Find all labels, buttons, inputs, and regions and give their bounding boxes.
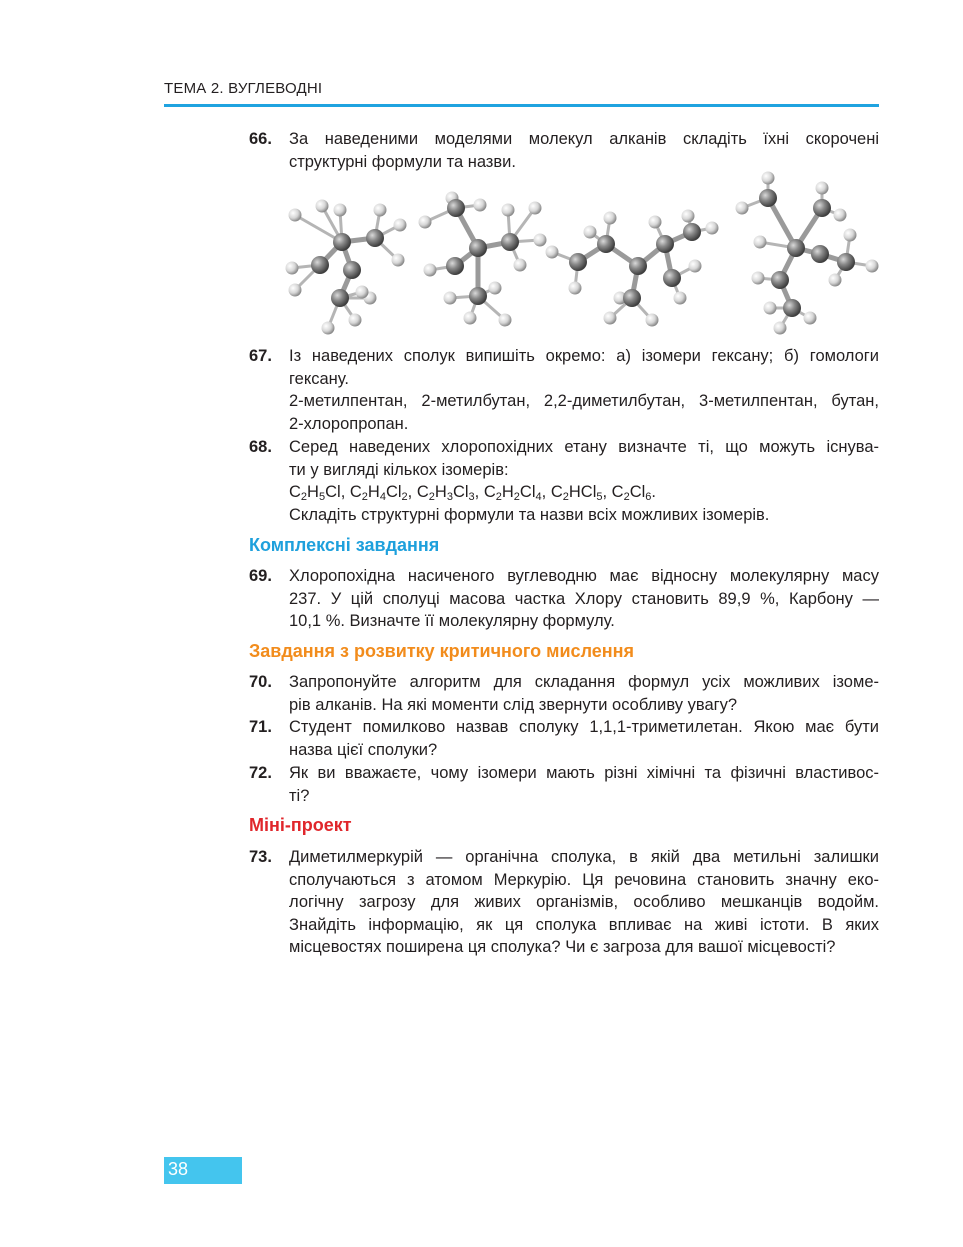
hydrogen-atom (289, 209, 302, 222)
task-text-line: рів алканів. На які моменти слід звернути особливу увагу? (289, 695, 738, 714)
hydrogen-atom (754, 236, 767, 249)
carbon-atom (446, 257, 464, 275)
page-number: 38 (168, 1159, 189, 1179)
carbon-atom (623, 289, 641, 307)
task-69 (249, 565, 879, 633)
hydrogen-atom (374, 204, 387, 217)
hydrogen-atom (502, 204, 515, 217)
task-number: 70. (249, 673, 272, 691)
hydrogen-atom (569, 282, 582, 295)
task-66 (249, 128, 879, 173)
hydrogen-atom (646, 314, 659, 327)
task-73 (249, 846, 879, 959)
carbon-atom (813, 199, 831, 217)
carbon-atom (469, 239, 487, 257)
hydrogen-atom (649, 216, 662, 229)
hydrogen-atom (514, 259, 527, 272)
hydrogen-atom (392, 254, 405, 267)
hydrogen-atom (816, 182, 829, 195)
task-text-line: За наведеними моделями молекул алканів складіть їхні скорочені (289, 130, 879, 148)
formula-list: $C_2H_5Cl$, $C_2H_4Cl_2$, $C_2H_3Cl_3$, $C_2H_2Cl_4$, $C_2HCl_5$, $C_2Cl_6$. (289, 483, 657, 504)
chemical-formula: $C_2HCl_5$ (550, 483, 603, 504)
task-text-line: сполучаються з атомом Меркурію. Ця речовина становить значну еко- (289, 870, 879, 889)
running-header: ТЕМА 2. ВУГЛЕВОДНІ (164, 80, 323, 97)
task-text-line: Із наведених сполук випишіть окремо: а) ізомери гексану; б) гомологи (289, 347, 879, 365)
carbon-atom (311, 256, 329, 274)
task-number: 68. (249, 438, 272, 456)
hydrogen-atom (689, 260, 702, 273)
task-text-line: місцевостях поширена ця сполука? Чи є загроза для вашої місцевості? (289, 938, 836, 957)
ball-and-stick-models-image (280, 170, 890, 340)
hydrogen-atom (529, 202, 542, 215)
hydrogen-atom (674, 292, 687, 305)
hydrogen-atom (764, 302, 777, 315)
chemical-formula: $C_2H_5Cl$ (289, 483, 341, 504)
hydrogen-atom (464, 312, 477, 325)
hydrogen-atom (334, 204, 347, 217)
hydrogen-atom (752, 272, 765, 285)
hydrogen-atom (444, 292, 457, 305)
task-number: 67. (249, 347, 272, 365)
carbon-atom (469, 287, 487, 305)
carbon-atom (787, 239, 805, 257)
carbon-atom (366, 229, 384, 247)
carbon-atom (759, 189, 777, 207)
task-number: 73. (249, 848, 272, 866)
task-text-line: 2-метилпентан, 2-метилбутан, 2,2-диметилбутан, 3-метилпентан, бутан, (289, 392, 879, 411)
hydrogen-atom (866, 260, 879, 273)
hydrogen-atom (682, 210, 695, 223)
hydrogen-atom (349, 314, 362, 327)
task-text-line: ті? (289, 786, 310, 805)
hydrogen-atom (604, 312, 617, 325)
hydrogen-atom (829, 274, 842, 287)
task-text-line: Як ви вважаєте, чому ізомери мають різні хімічні та фізичні властивос- (289, 764, 879, 782)
hydrogen-atom (489, 282, 502, 295)
header-rule (164, 104, 879, 107)
task-text-line: Студент помилково назвав сполуку 1,1,1-триметилетан. Якою має бути (289, 718, 879, 736)
carbon-atom (333, 233, 351, 251)
task-text-line: структурні формули та назви. (289, 152, 516, 171)
carbon-atom (837, 253, 855, 271)
task-71 (249, 716, 879, 761)
carbon-atom (569, 253, 587, 271)
section-heading-complex: Комплексні завдання (249, 535, 440, 555)
task-text-line: гексану. (289, 369, 349, 388)
molecule-models-figure (280, 170, 890, 340)
task-number: 69. (249, 567, 272, 585)
carbon-atom (597, 235, 615, 253)
task-number: 72. (249, 764, 272, 782)
hydrogen-atom (534, 234, 547, 247)
carbon-atom (683, 223, 701, 241)
hydrogen-atom (604, 212, 617, 225)
hydrogen-atom (736, 202, 749, 215)
task-text-line: Диметилмеркурій — органічна сполука, в якій два метильні залишки (289, 848, 879, 866)
task-text-line: Серед наведених хлоропохідних етану визначте ті, що можуть існува- (289, 438, 879, 456)
task-text-line: Запропонуйте алгоритм для складання формул усіх можливих ізоме- (289, 673, 879, 691)
carbon-atom (629, 257, 647, 275)
task-text-line: ти у вигляді кількох ізомерів: (289, 460, 509, 479)
hydrogen-atom (394, 219, 407, 232)
hydrogen-atom (419, 216, 432, 229)
task-text-line: Складіть структурні формули та назви всіх можливих ізомерів. (289, 505, 770, 524)
carbon-atom (771, 271, 789, 289)
carbon-atom (447, 199, 465, 217)
carbon-atom (663, 269, 681, 287)
section-heading-critical: Завдання з розвитку критичного мислення (249, 641, 635, 661)
task-text-line: назва цієї сполуки? (289, 740, 438, 759)
chemical-formula: $C_2H_4Cl_2$ (349, 483, 408, 504)
hydrogen-atom (499, 314, 512, 327)
hydrogen-atom (584, 226, 597, 239)
task-67 (249, 345, 879, 435)
hydrogen-atom (774, 322, 787, 335)
task-text-line: Знайдіть інформацію, як ця сполука впливає на живі істоти. В яких (289, 915, 879, 934)
hydrogen-atom (804, 312, 817, 325)
hydrogen-atom (356, 286, 369, 299)
task-text-line: Хлоропохідна насиченого вуглеводню має відносну молекулярну масу (289, 567, 879, 585)
task-text-line: 2-хлоропропан. (289, 414, 409, 433)
hydrogen-atom (286, 262, 299, 275)
carbon-atom (783, 299, 801, 317)
hydrogen-atom (424, 264, 437, 277)
carbon-atom (811, 245, 829, 263)
chemical-formula: $C_2H_3Cl_3$ (416, 483, 475, 504)
hydrogen-atom (706, 222, 719, 235)
task-text-line: 10,1 %. Визначте її молекулярну формулу. (289, 612, 615, 631)
hydrogen-atom (289, 284, 302, 297)
task-text-line: 237. У цій сполуці масова частка Хлору становить 89,9 %, Карбону — (289, 589, 879, 608)
task-number: 71. (249, 718, 272, 736)
hydrogen-atom (546, 246, 559, 259)
task-68 (249, 436, 879, 526)
task-number: 66. (249, 130, 272, 148)
task-72 (249, 762, 879, 807)
hydrogen-atom (474, 199, 487, 212)
carbon-atom (501, 233, 519, 251)
chemical-formula: $C_2H_2Cl_4$ (483, 483, 542, 504)
carbon-atom (656, 235, 674, 253)
hydrogen-atom (834, 209, 847, 222)
hydrogen-atom (844, 229, 857, 242)
hydrogen-atom (322, 322, 335, 335)
carbon-atom (331, 289, 349, 307)
carbon-atom (343, 261, 361, 279)
task-70 (249, 671, 879, 716)
hydrogen-atom (316, 200, 329, 213)
hydrogen-atom (762, 172, 775, 185)
section-heading-mini-project: Міні-проект (249, 815, 352, 835)
chemical-formula: $C_2Cl_6$ (611, 483, 652, 504)
task-text-line: логічну загрозу для живих організмів, особливо мешканців водойм. (289, 893, 879, 912)
